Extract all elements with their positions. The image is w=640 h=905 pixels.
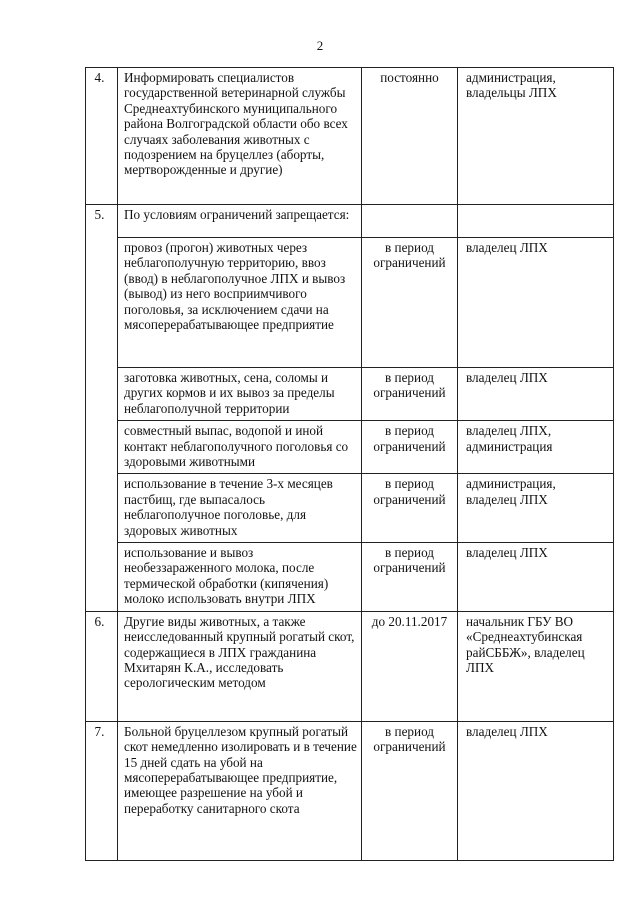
measure-text: провоз (прогон) животных через неблагополучную территорию, ввоз (ввод) в неблагополучное ЛПХ и вывоз (вывод) из него восприимчивого поголовья, за исключением сдачи на мясоперерабатывающее предприятие — [118, 238, 362, 368]
row-number: 7. — [86, 721, 118, 860]
deadline: в период ограничений — [362, 721, 458, 860]
responsible: владелец ЛПХ — [458, 543, 614, 612]
table-row — [86, 421, 614, 474]
deadline: в период ограничений — [362, 543, 458, 612]
row-number — [86, 543, 118, 612]
row-number: 5. — [86, 205, 118, 238]
row-number: 4. — [86, 68, 118, 205]
deadline: в период ограничений — [362, 238, 458, 368]
deadline: постоянно — [362, 68, 458, 205]
measure-text: Другие виды животных, а также неисследованный крупный рогатый скот, содержащиеся в ЛПХ гражданина Мхитарян К.А., исследовать серологическим методом — [118, 611, 362, 721]
measure-text: использование и вывоз необеззараженного молока, после термической обработки (кипячения) молоко использовать внутри ЛПХ — [118, 543, 362, 612]
deadline: в период ограничений — [362, 474, 458, 543]
table-row — [86, 368, 614, 421]
responsible: администрация, владелец ЛПХ — [458, 474, 614, 543]
table-row — [86, 611, 614, 721]
row-number — [86, 474, 118, 543]
measure-text: По условиям ограничений запрещается: — [118, 205, 362, 238]
measure-text: совместный выпас, водопой и иной контакт неблагополучного поголовья со здоровыми животными — [118, 421, 362, 474]
responsible: владелец ЛПХ, администрация — [458, 421, 614, 474]
table-row — [86, 721, 614, 860]
deadline: в период ограничений — [362, 368, 458, 421]
row-number: 6. — [86, 611, 118, 721]
table-row — [86, 205, 614, 238]
measure-text: Информировать специалистов государственной ветеринарной службы Среднеахтубинского муниципального района Волгоградской области обо всех случаях заболевания животных с подозрением на бруцеллез (аборты, мертворожденные и другие) — [118, 68, 362, 205]
row-number — [86, 238, 118, 368]
deadline — [362, 205, 458, 238]
responsible — [458, 205, 614, 238]
measures-table — [85, 67, 614, 861]
table-row — [86, 543, 614, 612]
measure-text: использование в течение 3-х месяцев пастбищ, где выпасалось неблагополучное поголовье, для здоровых животных — [118, 474, 362, 543]
deadline: до 20.11.2017 — [362, 611, 458, 721]
measure-text: Больной бруцеллезом крупный рогатый скот немедленно изолировать и в течение 15 дней сдать на убой на мясоперерабатывающее предприятие, имеющее разрешение на убой и переработку санитарного скота — [118, 721, 362, 860]
row-number — [86, 421, 118, 474]
table-row — [86, 68, 614, 205]
responsible: владелец ЛПХ — [458, 238, 614, 368]
responsible: администрация, владельцы ЛПХ — [458, 68, 614, 205]
deadline: в период ограничений — [362, 421, 458, 474]
page-number: 2 — [316, 38, 324, 53]
responsible: начальник ГБУ ВО «Среднеахтубинская райСББЖ», владелец ЛПХ — [458, 611, 614, 721]
measure-text: заготовка животных, сена, соломы и других кормов и их вывоз за пределы неблагополучной территории — [118, 368, 362, 421]
table-row — [86, 238, 614, 368]
responsible: владелец ЛПХ — [458, 721, 614, 860]
row-number — [86, 368, 118, 421]
table-row — [86, 474, 614, 543]
responsible: владелец ЛПХ — [458, 368, 614, 421]
